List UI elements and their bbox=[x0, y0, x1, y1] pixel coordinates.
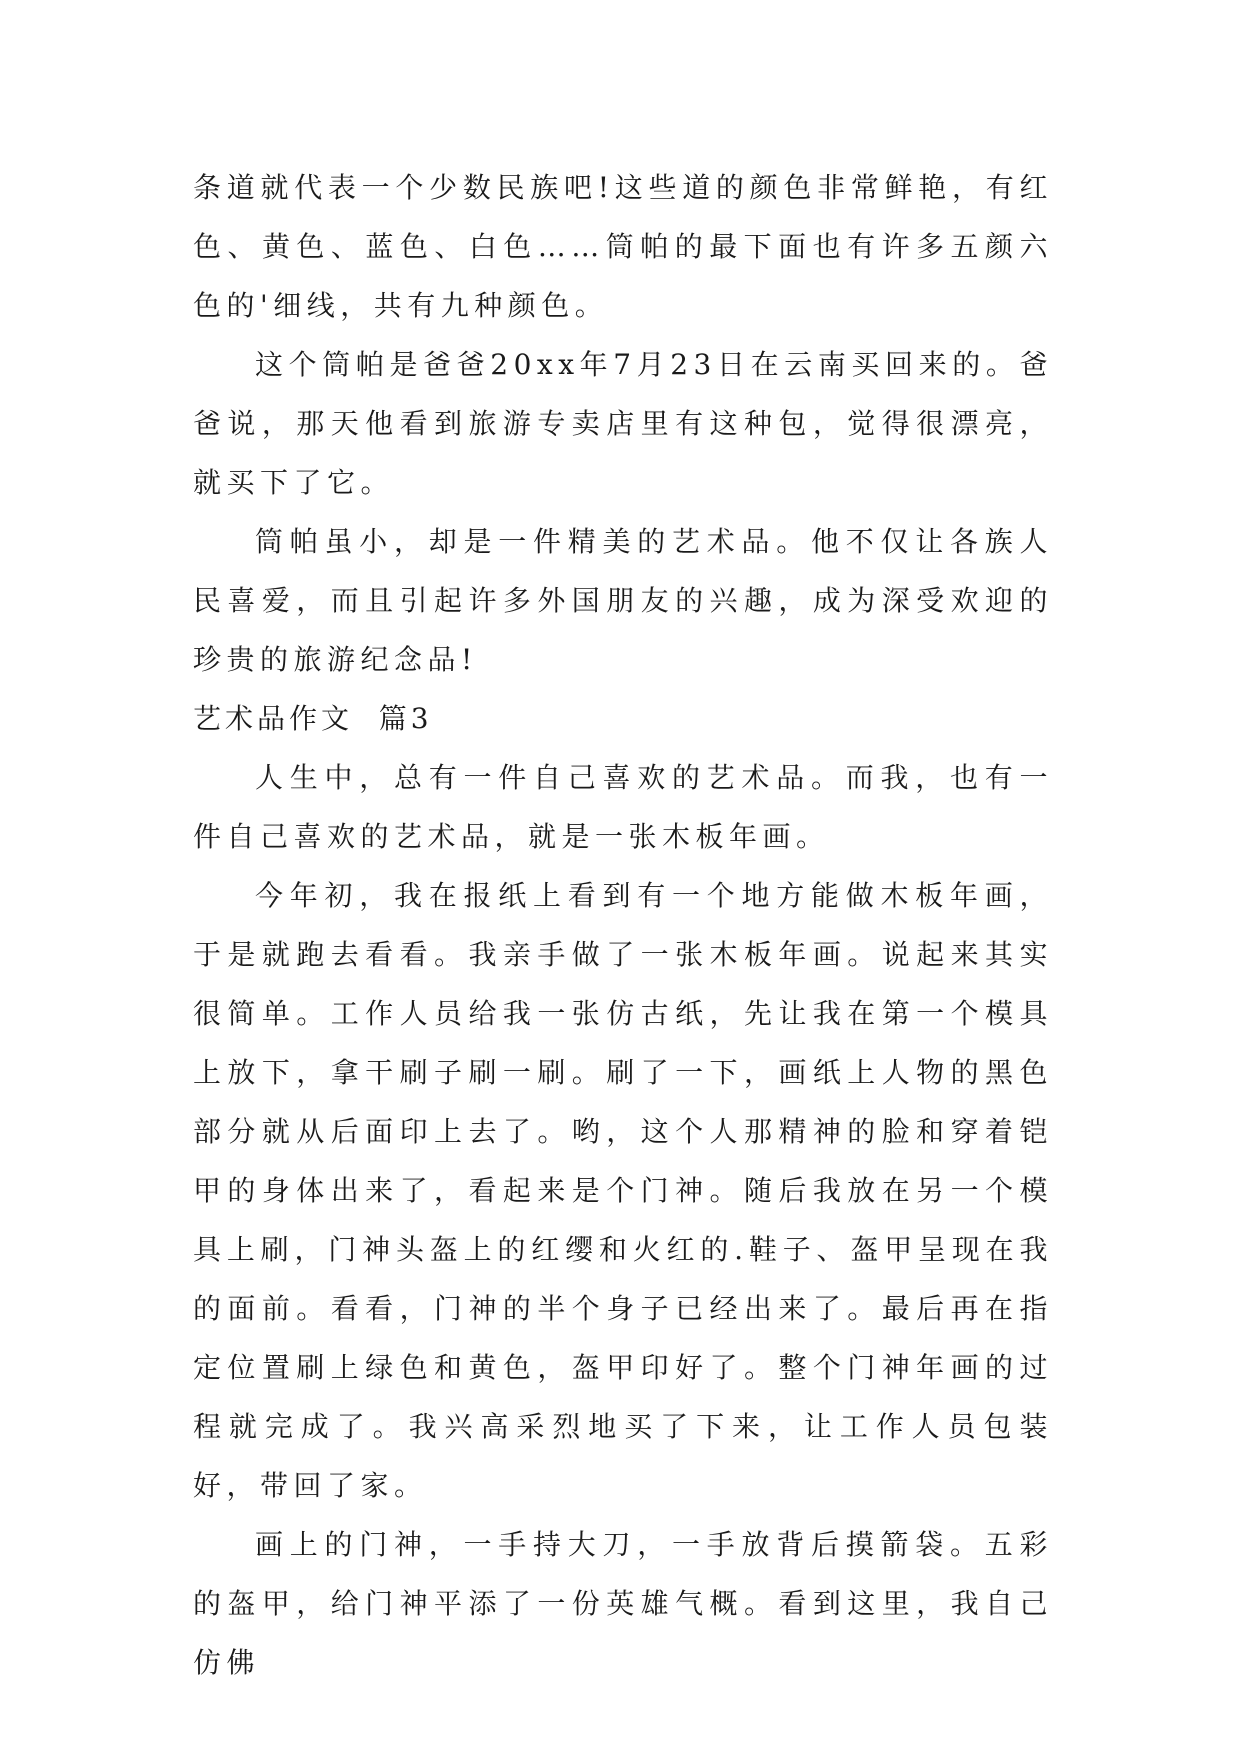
paragraph-5: 今年初，我在报纸上看到有一个地方能做木板年画，于是就跑去看看。我亲手做了一张木板年画。说起来其实很简单。工作人员给我一张仿古纸，先让我在第一个模具上放下，拿干刷子刷一刷。刷了一下，画纸上人物的黑色部分就从后面印上去了。哟，这个人那精神的脸和穿着铠甲的身体出来了，看起来是个门神。随后我放在另一个模具上刷，门神头盔上的红缨和火红的.鞋子、盔甲呈现在我的面前。看看，门神的半个身子已经出来了。最后再在指定位置刷上绿色和黄色，盔甲印好了。整个门神年画的过程就完成了。我兴高采烈地买了下来，让工作人员包装好，带回了家。 bbox=[193, 879, 1053, 1502]
paragraph-2: 这个筒帕是爸爸20xx年7月23日在云南买回来的。爸爸说，那天他看到旅游专卖店里有这种包，觉得很漂亮，就买下了它。 bbox=[193, 348, 1053, 499]
section-heading: 艺术品作文 篇3 bbox=[193, 702, 433, 735]
paragraph-3: 筒帕虽小，却是一件精美的艺术品。他不仅让各族人民喜爱，而且引起许多外国朋友的兴趣，成为深受欢迎的珍贵的旅游纪念品! bbox=[193, 525, 1053, 676]
paragraph-6: 画上的门神，一手持大刀，一手放背后摸箭袋。五彩的盔甲，给门神平添了一份英雄气概。看到这里，我自己仿佛 bbox=[193, 1528, 1053, 1679]
paragraph-1: 条道就代表一个少数民族吧!这些道的颜色非常鲜艳，有红色、黄色、蓝色、白色……筒帕的最下面也有许多五颜六色的'细线，共有九种颜色。 bbox=[193, 171, 1053, 322]
paragraph-4: 人生中，总有一件自己喜欢的艺术品。而我，也有一件自己喜欢的艺术品，就是一张木板年画。 bbox=[193, 761, 1053, 853]
document-body bbox=[193, 158, 1053, 1692]
